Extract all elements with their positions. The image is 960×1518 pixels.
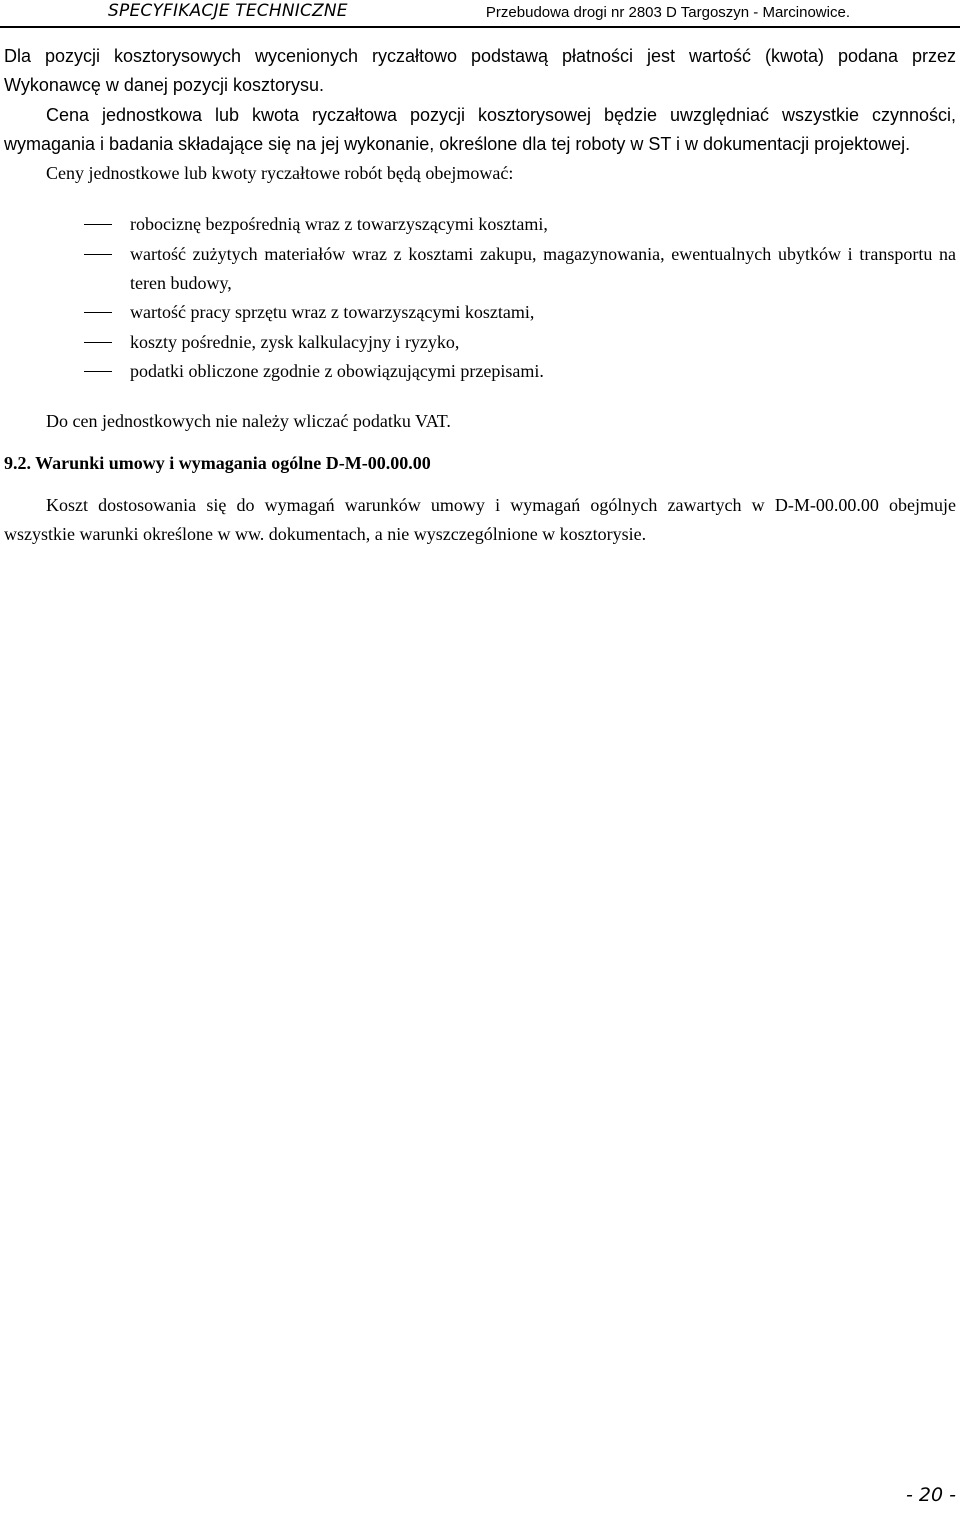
list-item-text: wartość zużytych materiałów wraz z kosztami zakupu, magazynowania, ewentualnych ubytków i transportu na teren budowy, bbox=[130, 243, 956, 294]
paragraph-prices-include: Ceny jednostkowe lub kwoty ryczałtowe robót będą obejmować: bbox=[46, 163, 514, 184]
paragraph-unit-price-scope: Cena jednostkowa lub kwota ryczałtowa pozycji kosztorysowej będzie uwzględniać wszystkie czynności, wymagania i badania składające się na jej wykonanie, określone dla tej roboty w ST i w dokumentacji projektowej. bbox=[4, 104, 956, 154]
list-item-text: wartość pracy sprzętu wraz z towarzyszącymi kosztami, bbox=[130, 302, 535, 323]
dash-bullet-icon bbox=[84, 224, 112, 225]
list-item-text: podatki obliczone zgodnie z obowiązującymi przepisami. bbox=[130, 360, 544, 381]
document-body bbox=[4, 42, 956, 549]
list-item bbox=[4, 210, 956, 239]
dash-bullet-icon bbox=[84, 254, 112, 255]
list-item-text: robociznę bezpośrednią wraz z towarzyszącymi kosztami, bbox=[130, 214, 548, 235]
list-item bbox=[4, 240, 956, 299]
list-item bbox=[4, 357, 956, 386]
page-number: - 20 - bbox=[906, 1484, 956, 1506]
header-project-name: Przebudowa drogi nr 2803 D Targoszyn - Marcinowice. bbox=[485, 4, 850, 21]
paragraph-vat-note: Do cen jednostkowych nie należy wliczać podatku VAT. bbox=[46, 411, 451, 432]
list-item-text: koszty pośrednie, zysk kalkulacyjny i ryzyko, bbox=[130, 331, 460, 352]
paragraph-lump-sum-payment: Dla pozycji kosztorysowych wycenionych ryczałtowo podstawą płatności jest wartość (kwota) podana przez Wykonawcę w danej pozycji kosztorysu. bbox=[4, 46, 956, 96]
list-item bbox=[4, 298, 956, 327]
list-item bbox=[4, 328, 956, 357]
dash-bullet-icon bbox=[84, 371, 112, 372]
price-components-list bbox=[4, 210, 956, 386]
section-heading: 9.2. Warunki umowy i wymagania ogólne D-M-00.00.00 bbox=[4, 452, 431, 473]
page-header bbox=[0, 0, 960, 28]
header-document-title: SPECYFIKACJE TECHNICZNE bbox=[108, 1, 348, 21]
paragraph-contract-conditions: Koszt dostosowania się do wymagań warunków umowy i wymagań ogólnych zawartych w D-M-00.00.00 obejmuje wszystkie warunki określone w ww. dokumentach, a nie wyszczególnione w kosztorysie. bbox=[4, 494, 956, 545]
dash-bullet-icon bbox=[84, 312, 112, 313]
dash-bullet-icon bbox=[84, 342, 112, 343]
